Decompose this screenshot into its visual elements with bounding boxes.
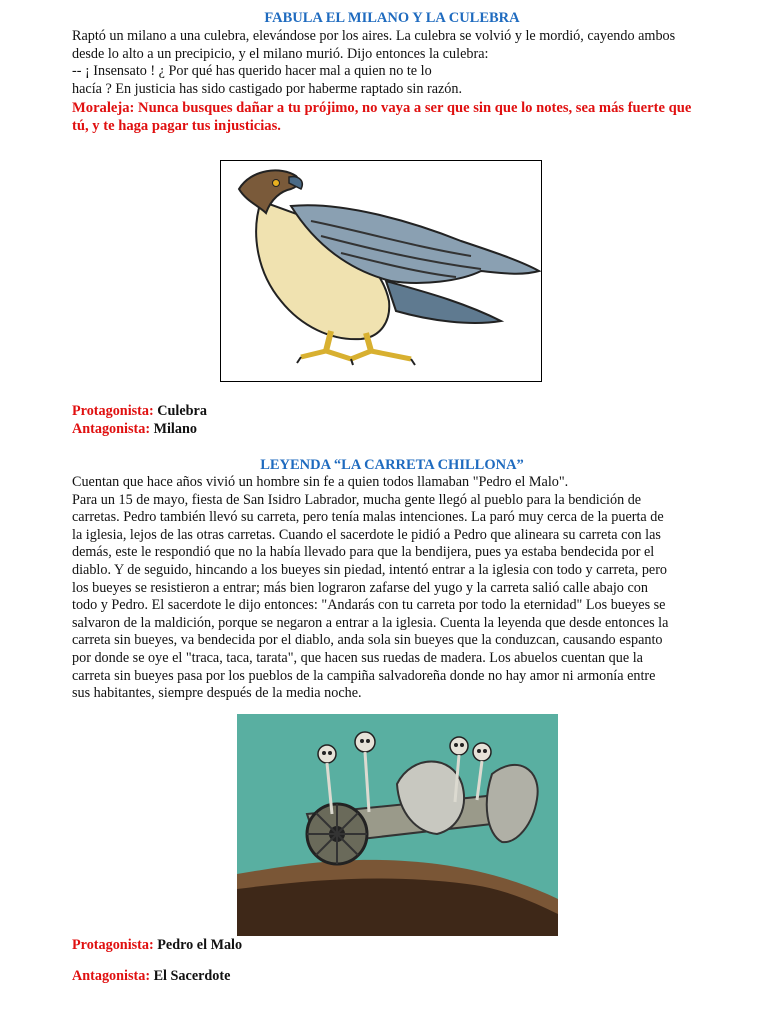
fable-antagonist — [72, 421, 197, 438]
fable-protagonist — [72, 403, 207, 420]
antagonist-label: Antagonista: — [72, 968, 151, 984]
fable-text — [72, 28, 714, 98]
hawk-illustration — [220, 160, 542, 382]
fable-line: hacía ? En justicia has sido castigado por haberme raptado sin razón. — [72, 80, 463, 97]
legend-line: carreta sin bueyes pasa por los pueblos de la campiña salvadoreña donde no hay amor ni armonía entre — [72, 667, 656, 684]
protagonist-label: Protagonista: — [72, 403, 154, 419]
legend-line: Para un 15 de mayo, fiesta de San Isidro Labrador, mucha gente llegó al pueblo para la bendición de — [72, 491, 642, 508]
fable-line: desde lo alto a un precipicio, y el milano murió. Dijo entonces la culebra: — [72, 45, 489, 62]
protagonist-value: Pedro el Malo — [157, 937, 243, 953]
antagonist-value: Milano — [153, 421, 197, 437]
legend-antagonist — [72, 968, 230, 985]
legend-line: todo y Pedro. El sacerdote le dijo entonces: "Andarás con tu carreta por todo la eternidad" Los bueyes se — [72, 597, 666, 614]
legend-line: carretas. Pedro también llevó su carreta, pero tenía malas intenciones. La paró muy cerca de la puerta de — [72, 509, 664, 526]
legend-line: Cuentan que hace años vivió un hombre sin fe a quien todos llamaban "Pedro el Malo". — [72, 474, 569, 490]
legend-line: demás, este le respondió que no la había llevado para que la bendijera, pues ya estaba bendecida por el — [72, 544, 655, 561]
protagonist-label: Protagonista: — [72, 937, 154, 953]
moral-line: Moraleja: Nunca busques dañar a tu prójimo, no vaya a ser que sin que lo notes, sea más fuerte que — [72, 100, 692, 116]
legend-line: salvaron de la maldición, porque se negaron a entrar a la iglesia. Cuenta la leyenda que desde entonces la — [72, 614, 669, 631]
protagonist-value: Culebra — [157, 403, 207, 419]
legend-text — [72, 474, 714, 703]
legend-line: los bueyes se resistieron a entrar; más bien lograron zafarse del yugo y la carreta salió calle abajo con — [72, 579, 648, 596]
legend-line: por donde se oye el "traca, taca, tarata", que hacen sus ruedas de madera. Los abuelos cuentan que la — [72, 649, 643, 666]
fable-line: -- ¡ Insensato ! ¿ Por qué has querido hacer mal a quien no te lo — [72, 63, 432, 80]
legend-title: LEYENDA “LA CARRETA CHILLONA” — [260, 457, 524, 473]
skull-cart-painting — [237, 714, 558, 936]
antagonist-value: El Sacerdote — [153, 968, 231, 984]
moral-line: tú, y te haga pagar tus injusticias. — [72, 118, 281, 134]
fable-moral — [72, 99, 722, 135]
antagonist-label: Antagonista: — [72, 421, 151, 437]
legend-line: sus habitantes, siempre después de la media noche. — [72, 685, 362, 702]
legend-protagonist — [72, 937, 242, 954]
legend-line: diablo. Y de seguido, hincando a los bueyes sin piedad, intentó entrar a la iglesia con todo y carreta, pero — [72, 561, 668, 578]
legend-line: carreta sin bueyes, va bendecida por el diablo, anda sola sin bueyes que la conduzcan, causando espanto — [72, 632, 663, 649]
legend-line: la iglesia, lejos de las otras carretas. Cuando el sacerdote le pidió a Pedro que alineara su carreta con las — [72, 526, 661, 543]
fable-line: Raptó un milano a una culebra, elevándose por los aires. La culebra se volvió y le mordió, cayendo ambos — [72, 28, 676, 44]
fable-title: FABULA EL MILANO Y LA CULEBRA — [264, 10, 520, 26]
